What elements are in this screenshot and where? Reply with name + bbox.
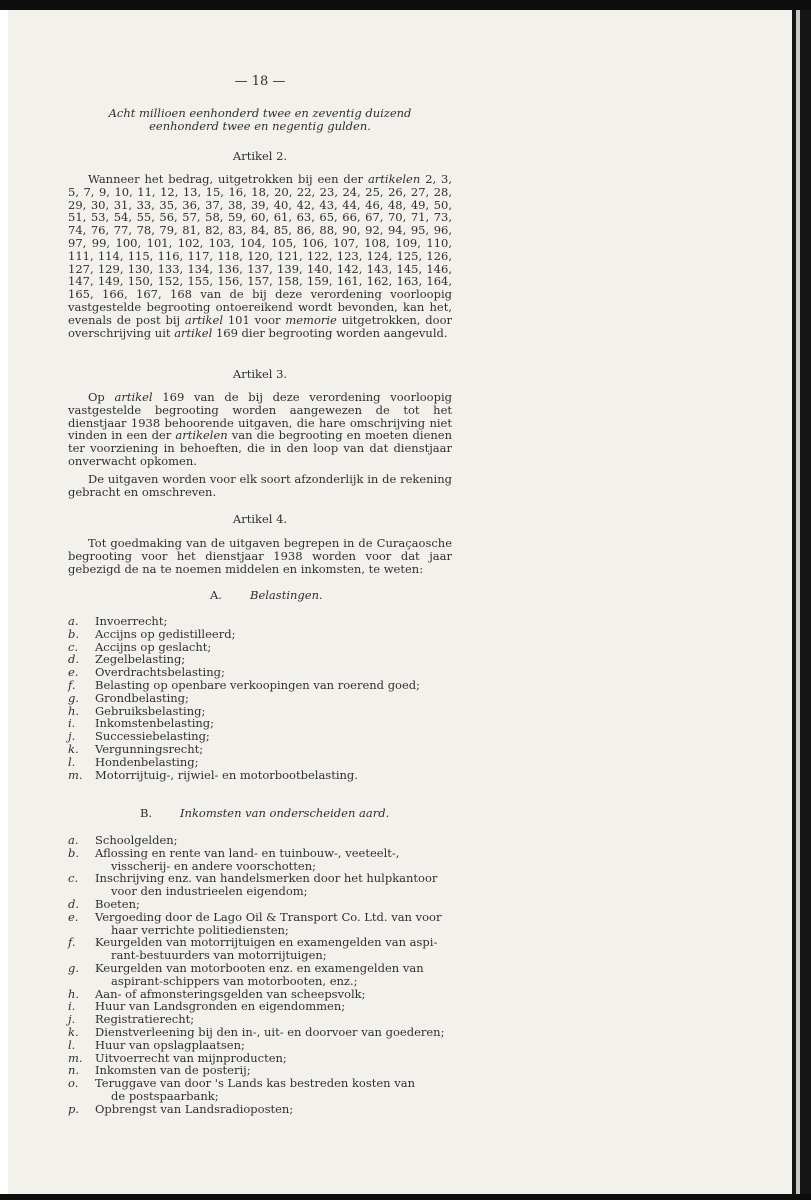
item-letter: m. — [68, 767, 83, 782]
scan-edge — [792, 10, 811, 1200]
list-item — [68, 911, 452, 937]
item-text: Inschrijving enz. van handelsmerken door het hulpkantoor — [95, 871, 438, 886]
item-text: Aflossing en rente van land- en tuinbouw-, veeteelt-, — [95, 845, 400, 860]
item-continuation: de postspaarbank; — [111, 1088, 219, 1103]
item-text: Uitvoerrecht van mijnproducten; — [95, 1050, 287, 1065]
item-letter: k. — [68, 1024, 79, 1039]
item-continuation: visscherij- en andere voorschotten; — [111, 858, 317, 873]
item-letter: g. — [68, 690, 80, 705]
item-letter: f. — [68, 935, 76, 950]
item-text: Inkomsten van de posterij; — [95, 1063, 251, 1078]
list-item — [68, 769, 452, 782]
item-letter: b. — [68, 845, 80, 860]
item-text: Vergunningsrecht; — [95, 741, 204, 756]
item-continuation: rant-bestuurders van motorrijtuigen; — [111, 948, 327, 963]
list-item — [68, 936, 452, 962]
article-4-text: Tot goedmaking van de uitgaven begrepen in de Curaçaosche begrooting voor het dienstjaar 1938 worden voor dat jaar gebezigd de na te noemen middelen en inkomsten, te weten: — [68, 536, 452, 576]
item-letter: c. — [68, 639, 79, 654]
section-a-heading — [68, 589, 452, 602]
item-text: Invoerrecht; — [95, 614, 168, 628]
item-text: Successiebelasting; — [95, 729, 210, 744]
article-4-heading: Artikel 4. — [232, 512, 288, 526]
item-letter: b. — [68, 626, 80, 641]
item-letter: a. — [68, 614, 79, 628]
article-3-paragraph-2: De uitgaven worden voor elk soort afzonderlijk in de rekening gebracht en omschreven. — [68, 472, 452, 499]
item-text: Boeten; — [95, 896, 140, 911]
item-letter: i. — [68, 716, 76, 731]
item-text: Grondbelasting; — [95, 690, 189, 705]
item-continuation: aspirant-schippers van motorbooten, enz.; — [111, 973, 358, 988]
item-text: Aan- of afmonsteringsgelden van scheepsvolk; — [95, 986, 366, 1001]
item-text: Keurgelden van motorbooten enz. en examengelden van — [95, 960, 424, 975]
article-2-heading: Artikel 2. — [232, 149, 288, 163]
item-continuation: voor den industrieelen eigendom; — [111, 884, 308, 899]
item-letter: f. — [68, 677, 76, 692]
item-letter: e. — [68, 909, 79, 924]
item-text: Belasting op openbare verkoopingen van roerend goed; — [95, 677, 421, 692]
list-item — [68, 1077, 452, 1103]
item-letter: l. — [68, 1037, 76, 1052]
bottom-border — [0, 1194, 811, 1200]
item-letter: h. — [68, 703, 80, 718]
item-letter: l. — [68, 754, 76, 769]
item-text: Huur van opslagplaatsen; — [95, 1037, 245, 1052]
item-text: Schoolgelden; — [95, 833, 178, 847]
item-letter: h. — [68, 986, 80, 1001]
section-a-list — [68, 615, 452, 781]
closing-amount — [68, 107, 452, 133]
item-letter: o. — [68, 1076, 79, 1091]
list-item — [68, 847, 452, 873]
list-item — [68, 872, 452, 898]
article-2-text: Wanneer het bedrag, uitgetrokken bij een der artikelen 2, 3, 5, 7, 9, 10, 11, 12, 13, 15, 16, 18, 20, 22, 23, 24, 25, 26, 27, 28, 29, 30, 31, 33, 35, 36, 37, 38, 39, 40, 42, 43, 44, 46, 48, 49, 50, 51, 53, 54, 55, 56, 57, 58, 59, 60, 61, 63, 65, 66, 67, 70, 71, 73, 74, 76, 77, 78, 79, 81, 82, 83, 84, 85, 86, 88, 90, 92, 94, 95, 96, 97, 99, 100, 101, 102, 103, 104, 105, 106, 107, 108, 109, 110, 111, 114, 115, 116, 117, 118, 120, 121, 122, 123, 124, 125, 126, 127, 129, 130, 133, 134, 136, 137, 139, 140, 142, 143, 145, 146, 147, 149, 150, 152, 155, 156, 157, 158, 159, 161, 162, 163, 164, 165, 166, 167, 168 van de bij deze verordening voorloopig vastgestelde begrooting ontoereikend wordt bevonden, kan het, evenals de post bij artikel 101 voor memorie uitgetrokken, door overschrijving uit artikel 169 dier begrooting worden aangevuld. — [68, 172, 453, 340]
item-letter: j. — [68, 729, 76, 744]
item-text: Teruggave van door 's Lands kas bestreden kosten van — [95, 1076, 415, 1091]
item-text: Inkomstenbelasting; — [95, 716, 215, 731]
top-border — [0, 0, 811, 10]
page-number: — 18 — — [234, 74, 286, 89]
item-letter: m. — [68, 1050, 83, 1065]
item-letter: a. — [68, 833, 79, 847]
item-letter: i. — [68, 999, 76, 1014]
item-text: Zegelbelasting; — [95, 652, 186, 667]
item-letter: d. — [68, 896, 80, 911]
section-a-letter: A. — [210, 588, 222, 602]
section-b-letter: B. — [140, 806, 153, 820]
item-text: Dienstverleening bij den in-, uit- en doorvoer van goederen; — [95, 1024, 445, 1039]
item-text: Overdrachtsbelasting; — [95, 665, 225, 680]
item-text: Registratierecht; — [95, 1012, 195, 1027]
item-text: Keurgelden van motorrijtuigen en examengelden van aspi- — [95, 935, 438, 950]
closing-line-1: Acht millioen eenhonderd twee en zeventig duizend — [108, 106, 412, 120]
document-page — [8, 10, 792, 1194]
item-letter: k. — [68, 741, 79, 756]
item-letter: n. — [68, 1063, 80, 1078]
item-letter: c. — [68, 871, 79, 886]
closing-line-2: eenhonderd twee en negentig gulden. — [149, 118, 371, 133]
list-item — [68, 962, 452, 988]
item-letter: d. — [68, 652, 80, 667]
item-text: Huur van Landsgronden en eigendommen; — [95, 999, 346, 1014]
section-b-heading — [68, 807, 452, 820]
item-text: Motorrijtuig-, rijwiel- en motorbootbelasting. — [95, 767, 358, 782]
item-letter: j. — [68, 1012, 76, 1027]
section-b-list — [68, 834, 452, 1116]
item-text: Vergoeding door de Lago Oil & Transport Co. Ltd. van voor — [95, 909, 442, 924]
item-text: Hondenbelasting; — [95, 754, 199, 769]
article-3-paragraph-1: Op artikel 169 van de bij deze verordening voorloopig vastgestelde begrooting worden aangewezen de tot het dienstjaar 1938 behoorende uitgaven, die hare omschrijving niet vinden in een der artikelen van die begrooting en moeten dienen ter voorziening in behoeften, die in den loop van dat dienstjaar onverwacht opkomen. — [68, 390, 453, 468]
item-text: Accijns op geslacht; — [95, 639, 212, 654]
list-item — [68, 1103, 452, 1116]
section-b-title: Inkomsten van onderscheiden aard. — [180, 806, 390, 820]
item-letter: p. — [68, 1101, 80, 1116]
item-continuation: haar verrichte politiediensten; — [111, 922, 289, 937]
item-text: Accijns op gedistilleerd; — [95, 626, 236, 641]
item-letter: e. — [68, 665, 79, 680]
section-a-title: Belastingen. — [250, 588, 323, 602]
item-text: Opbrengst van Landsradioposten; — [95, 1101, 294, 1116]
item-letter: g. — [68, 960, 80, 975]
item-text: Gebruiksbelasting; — [95, 703, 206, 718]
article-3-heading: Artikel 3. — [232, 367, 288, 381]
